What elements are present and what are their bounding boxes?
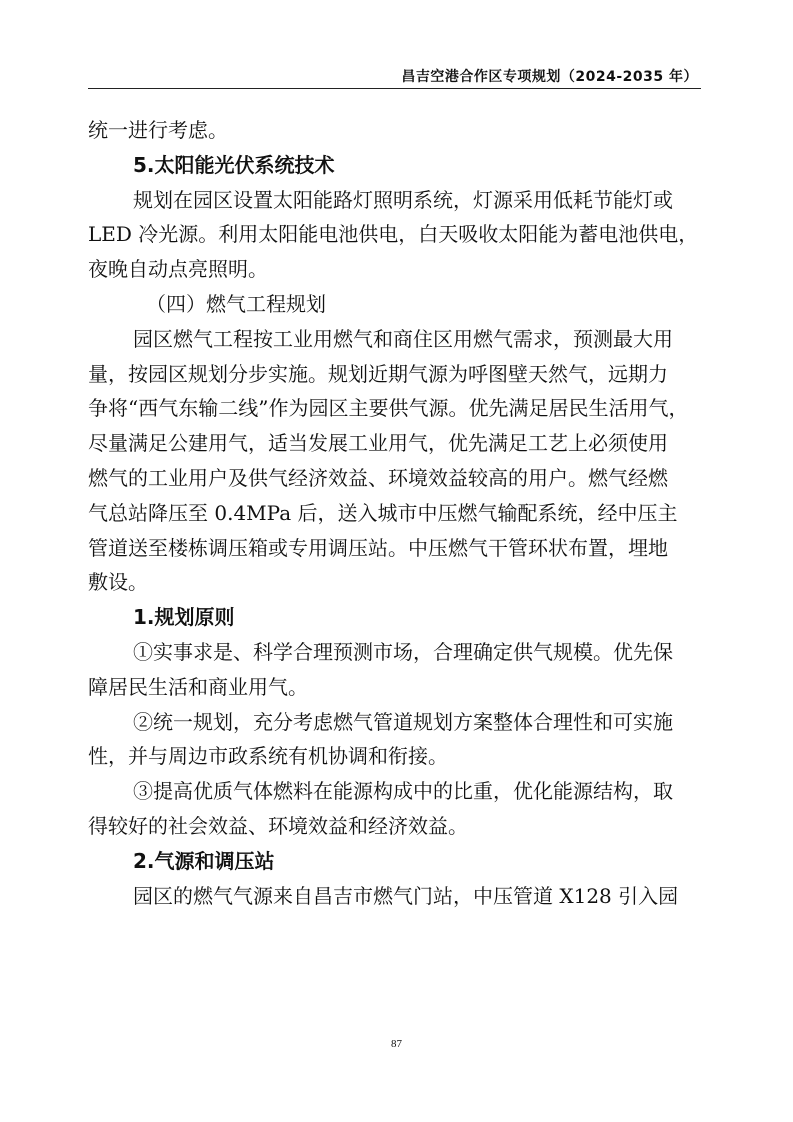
paragraph-line: 气总站降压至 0.4MPa 后，送入城市中压燃气输配系统，经中压主 [88, 500, 678, 525]
paragraph-line: ②统一规划，充分考虑燃气管道规划方案整体合理性和可实施 [133, 709, 673, 734]
paragraph-line: 夜晚自动点亮照明。 [88, 257, 268, 282]
chapter-subheading: （四）燃气工程规划 [146, 291, 326, 316]
page-number: 87 [391, 1038, 402, 1050]
paragraph-line: LED 冷光源。利用太阳能电池供电，白天吸收太阳能为蓄电池供电， [88, 222, 699, 247]
section-heading: 2.气源和调压站 [133, 848, 275, 873]
paragraph-line: 统一进行考虑。 [88, 118, 228, 142]
paragraph-line: 量，按园区规划分步实施。规划近期气源为呼图壁天然气，远期力 [88, 361, 668, 386]
document-body [88, 113, 700, 913]
section-heading: 5.太阳能光伏系统技术 [133, 152, 335, 177]
paragraph-line: 性，并与周边市政系统有机协调和衔接。 [88, 744, 448, 769]
running-header-title: 昌吉空港合作区专项规划（2024-2035 年） [401, 69, 698, 85]
paragraph-line: 燃气的工业用户及供气经济效益、环境效益较高的用户。燃气经燃 [88, 465, 668, 490]
paragraph-line: 规划在园区设置太阳能路灯照明系统，灯源采用低耗节能灯或 [133, 187, 673, 212]
header-divider [88, 88, 701, 89]
section-heading: 1.规划原则 [133, 605, 235, 630]
paragraph-line: 管道送至楼栋调压箱或专用调压站。中压燃气干管环状布置，埋地 [88, 535, 668, 560]
paragraph-line: 得较好的社会效益、环境效益和经济效益。 [88, 813, 468, 838]
paragraph-line: ①实事求是、科学合理预测市场，合理确定供气规模。优先保 [133, 639, 673, 664]
paragraph-line: 障居民生活和商业用气。 [88, 674, 308, 699]
paragraph-line: ③提高优质气体燃料在能源构成中的比重，优化能源结构，取 [133, 779, 673, 804]
paragraph-line: 园区燃气工程按工业用燃气和商住区用燃气需求，预测最大用 [133, 326, 673, 351]
paragraph-line: 园区的燃气气源来自昌吉市燃气门站，中压管道 X128 引入园 [133, 883, 679, 908]
paragraph-line: 争将“西气东输二线”作为园区主要供气源。优先满足居民生活用气， [88, 396, 689, 421]
paragraph-line: 尽量满足公建用气，适当发展工业用气，优先满足工艺上必须使用 [88, 431, 668, 456]
paragraph-line: 敷设。 [88, 570, 148, 595]
